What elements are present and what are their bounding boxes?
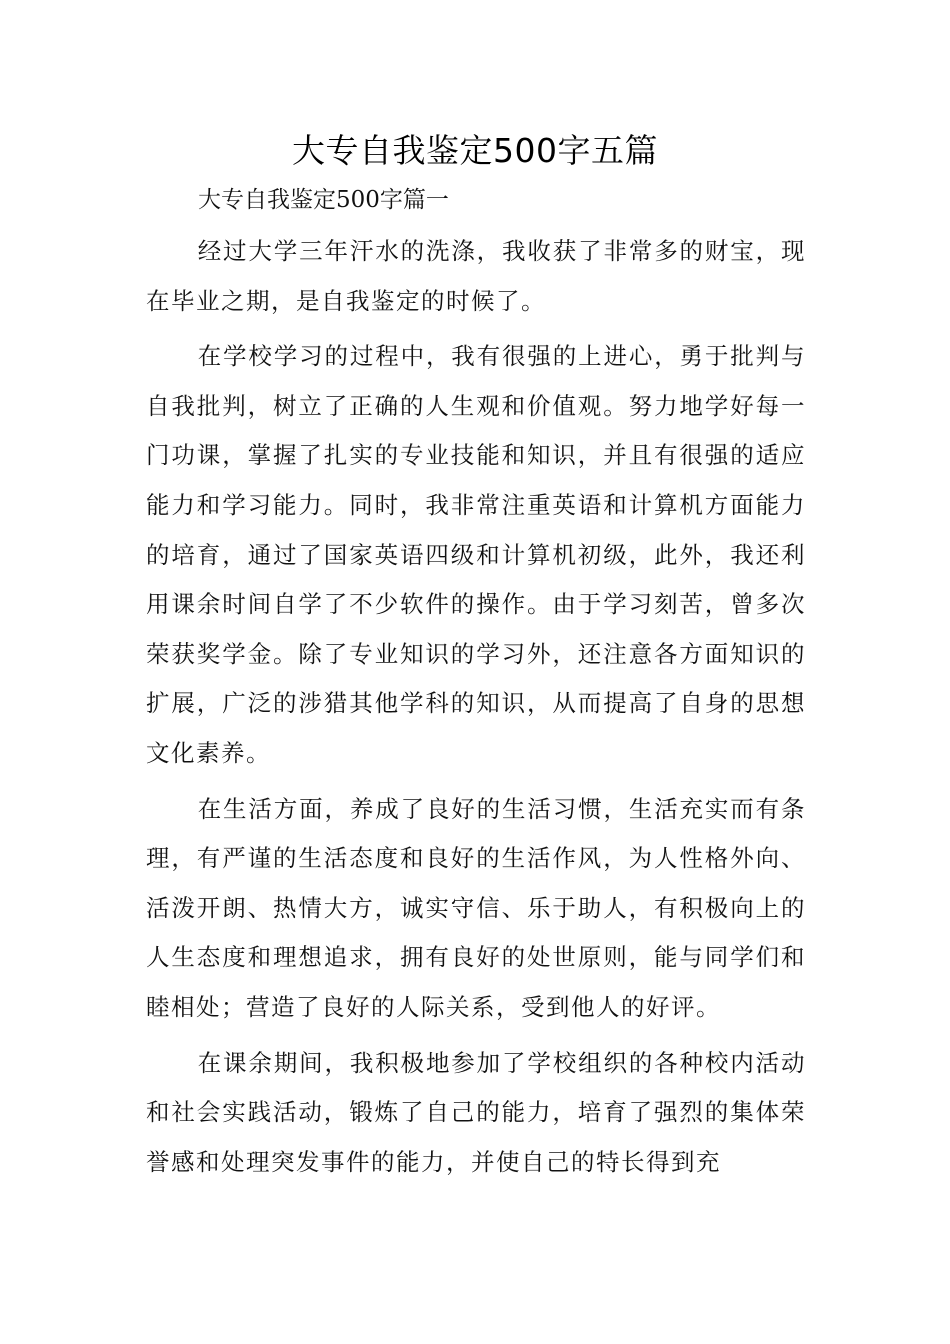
document-title: 大专自我鉴定500字五篇 bbox=[292, 131, 658, 170]
paragraph-3: 在生活方面，养成了良好的生活习惯，生活充实而有条理，有严谨的生活态度和良好的生活作风，为人性格外向、活泼开朗、热情大方，诚实守信、乐于助人，有积极向上的人生态度和理想追求，拥有良好的处世原则，能与同学们和睦相处；营造了良好的人际关系，受到他人的好评。 bbox=[146, 794, 806, 1021]
paragraph-1: 经过大学三年汗水的洗涤，我收获了非常多的财宝，现在毕业之期，是自我鉴定的时候了。 bbox=[146, 237, 806, 315]
paragraph-2: 在学校学习的过程中，我有很强的上进心，勇于批判与自我批判，树立了正确的人生观和价值观。努力地学好每一门功课，掌握了扎实的专业技能和知识，并且有很强的适应能力和学习能力。同时，我非常注重英语和计算机方面能力的培育，通过了国家英语四级和计算机初级，此外，我还利用课余时间自学了不少软件的操作。由于学习刻苦，曾多次荣获奖学金。除了专业知识的学习外，还注意各方面知识的扩展，广泛的涉猎其他学科的知识，从而提高了自身的思想文化素养。 bbox=[146, 342, 806, 767]
section-heading: 大专自我鉴定500字篇一 bbox=[198, 187, 449, 213]
paragraph-4: 在课余期间，我积极地参加了学校组织的各种校内活动和社会实践活动，锻炼了自己的能力，培育了强烈的集体荣誉感和处理突发事件的能力，并使自己的特长得到充 bbox=[146, 1048, 806, 1176]
document-body bbox=[146, 227, 806, 1193]
